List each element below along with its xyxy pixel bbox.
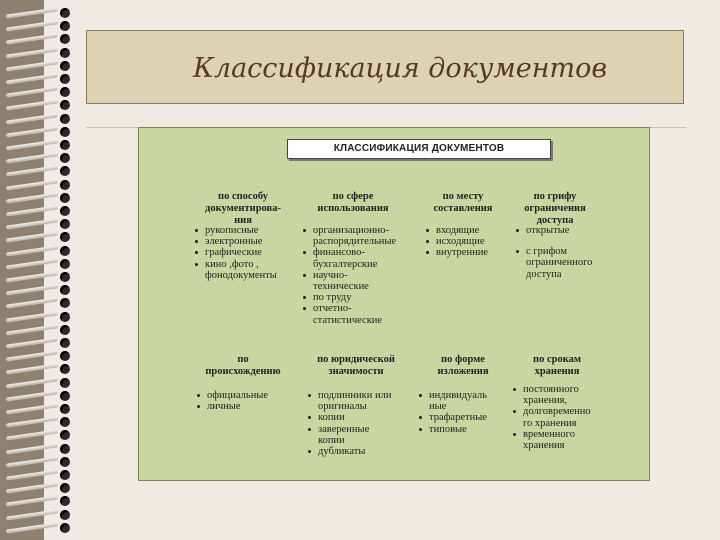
heading-line: по юридической	[317, 354, 395, 365]
ring-hole	[60, 510, 70, 520]
ring-wire	[6, 192, 58, 203]
binding-ring	[6, 430, 72, 440]
binding-ring	[6, 61, 72, 71]
ring-hole	[60, 153, 70, 163]
ring-hole	[60, 8, 70, 18]
ring-wire	[6, 364, 58, 375]
ring-wire	[6, 205, 58, 216]
binding-ring	[6, 496, 72, 506]
ring-hole	[60, 140, 70, 150]
column-heading	[193, 191, 293, 227]
ring-hole	[60, 114, 70, 124]
binding-ring	[6, 391, 72, 401]
ring-hole	[60, 417, 70, 427]
ring-wire	[6, 509, 58, 520]
heading-line: доступа	[536, 215, 574, 226]
ring-hole	[60, 180, 70, 190]
list-item: постоянного	[511, 384, 611, 395]
binding-rings	[0, 8, 94, 538]
binding-ring	[6, 510, 72, 520]
heading-line: по срокам	[533, 354, 581, 365]
ring-wire	[6, 483, 58, 494]
ring-hole	[60, 483, 70, 493]
binding-ring	[6, 21, 72, 31]
list-item: отчетно-	[301, 303, 411, 314]
binding-ring	[6, 100, 72, 110]
ring-wire	[6, 153, 58, 164]
ring-wire	[6, 232, 58, 243]
item-list	[301, 225, 411, 326]
ring-wire	[6, 34, 58, 45]
binding-ring	[6, 351, 72, 361]
item-list	[417, 390, 507, 435]
binding-ring	[6, 153, 72, 163]
ring-wire	[6, 73, 58, 84]
ring-hole	[60, 272, 70, 282]
ring-wire	[6, 285, 58, 296]
ring-hole	[60, 219, 70, 229]
binding-ring	[6, 74, 72, 84]
list-item: дубликаты	[306, 446, 416, 457]
ring-wire	[6, 60, 58, 71]
list-item: с грифом	[514, 246, 614, 257]
binding-ring	[6, 378, 72, 388]
ring-hole	[60, 430, 70, 440]
ring-wire	[6, 271, 58, 282]
binding-ring	[6, 272, 72, 282]
ring-wire	[6, 100, 58, 111]
ring-wire	[6, 47, 58, 58]
column-heading	[507, 191, 603, 227]
list-item: бухгалтерские	[313, 258, 378, 270]
list-item: хранения	[523, 440, 565, 452]
ring-wire	[6, 311, 58, 322]
list-item: заверенные	[306, 424, 416, 435]
list-item: копии	[306, 412, 416, 423]
binding-ring	[6, 166, 72, 176]
ring-hole	[60, 48, 70, 58]
binding-ring	[6, 483, 72, 493]
list-item: подлинники или	[306, 390, 416, 401]
ring-wire	[6, 298, 58, 309]
binding-ring	[6, 87, 72, 97]
ring-hole	[60, 127, 70, 137]
ring-hole	[60, 259, 70, 269]
ring-hole	[60, 246, 70, 256]
heading-line: ограничения	[524, 203, 586, 214]
binding-ring	[6, 457, 72, 467]
ring-hole	[60, 364, 70, 374]
list-item: доступа	[526, 268, 562, 280]
heading-line: по месту	[442, 191, 484, 202]
binding-ring	[6, 404, 72, 414]
ring-hole	[60, 351, 70, 361]
ring-wire	[6, 403, 58, 414]
binding-ring	[6, 417, 72, 427]
heading-line: значимости	[328, 366, 384, 377]
ring-wire	[6, 324, 58, 335]
list-item: организационно-	[301, 225, 411, 236]
ring-hole	[60, 470, 70, 480]
list-item: трафаретные	[417, 412, 507, 423]
binding-ring	[6, 114, 72, 124]
heading-line: использования	[317, 203, 389, 214]
binding-ring	[6, 444, 72, 454]
list-item: финансово-	[301, 247, 411, 258]
binding-ring	[6, 259, 72, 269]
list-item: внутренние	[424, 247, 514, 258]
list-item: кино ,фото ,	[193, 259, 298, 270]
ring-hole	[60, 100, 70, 110]
binding-ring	[6, 246, 72, 256]
heading-line: по сфере	[332, 191, 374, 202]
ring-hole	[60, 74, 70, 84]
ring-hole	[60, 312, 70, 322]
diagram-header: КЛАССИФИКАЦИЯ ДОКУМЕНТОВ	[287, 139, 551, 159]
ring-hole	[60, 87, 70, 97]
classification-diagram	[138, 127, 650, 481]
item-list	[195, 390, 295, 412]
binding-ring	[6, 523, 72, 533]
ring-hole	[60, 457, 70, 467]
ring-wire	[6, 113, 58, 124]
list-item: рукописные	[193, 225, 298, 236]
list-item: по труду	[301, 292, 411, 303]
binding-ring	[6, 325, 72, 335]
ring-hole	[60, 206, 70, 216]
binding-ring	[6, 219, 72, 229]
list-item: ограниченного	[526, 257, 593, 269]
ring-wire	[6, 219, 58, 230]
ring-wire	[6, 337, 58, 348]
slide-title: Классификация документов	[193, 53, 608, 84]
item-list	[424, 225, 514, 259]
ring-wire	[6, 179, 58, 190]
heading-line: хранения	[534, 366, 580, 377]
ring-wire	[6, 166, 58, 177]
column-heading	[509, 354, 605, 378]
ring-wire	[6, 139, 58, 150]
heading-line: по форме	[441, 354, 485, 365]
ring-hole	[60, 404, 70, 414]
item-list	[306, 390, 416, 457]
heading-line: изложения	[437, 366, 489, 377]
heading-line: по способу	[218, 191, 268, 202]
column-heading	[303, 191, 403, 215]
ring-hole	[60, 21, 70, 31]
ring-hole	[60, 496, 70, 506]
ring-wire	[6, 377, 58, 388]
item-list	[514, 225, 614, 280]
spiral-binding	[0, 0, 94, 540]
list-item: технические	[313, 281, 369, 293]
binding-ring	[6, 338, 72, 348]
ring-wire	[6, 469, 58, 480]
ring-hole	[60, 325, 70, 335]
list-item: научно-	[301, 270, 411, 281]
list-item: входящие	[424, 225, 514, 236]
binding-ring	[6, 193, 72, 203]
ring-hole	[60, 523, 70, 533]
binding-ring	[6, 285, 72, 295]
ring-wire	[6, 351, 58, 362]
list-item: электронные	[193, 236, 298, 247]
list-item: статистические	[313, 314, 383, 326]
ring-hole	[60, 285, 70, 295]
ring-hole	[60, 34, 70, 44]
ring-hole	[60, 193, 70, 203]
list-item: копии	[318, 434, 345, 446]
ring-wire	[6, 522, 58, 533]
ring-wire	[6, 443, 58, 454]
title-box	[86, 30, 684, 104]
list-item: открытые	[514, 225, 614, 236]
item-list	[193, 225, 298, 281]
ring-wire	[6, 126, 58, 137]
ring-hole	[60, 391, 70, 401]
heading-line: составления	[433, 203, 493, 214]
ring-wire	[6, 258, 58, 269]
ring-wire	[6, 7, 58, 18]
binding-ring	[6, 140, 72, 150]
list-item: ные	[429, 401, 447, 413]
ring-wire	[6, 430, 58, 441]
heading-line: происхождению	[205, 366, 281, 377]
list-item: фонодокументы	[205, 269, 277, 281]
ring-wire	[6, 245, 58, 256]
ring-hole	[60, 61, 70, 71]
list-item: личные	[195, 401, 295, 412]
ring-hole	[60, 166, 70, 176]
list-item: индивидуаль	[417, 390, 507, 401]
ring-hole	[60, 444, 70, 454]
ring-hole	[60, 298, 70, 308]
list-item: временного	[511, 429, 611, 440]
ring-hole	[60, 378, 70, 388]
binding-ring	[6, 232, 72, 242]
binding-ring	[6, 312, 72, 322]
column-heading	[301, 354, 411, 378]
binding-ring	[6, 364, 72, 374]
heading-line: ния	[234, 215, 252, 226]
list-item: распорядительные	[313, 236, 397, 248]
ring-wire	[6, 456, 58, 467]
binding-ring	[6, 8, 72, 18]
list-item: долговременно	[511, 406, 611, 417]
ring-hole	[60, 338, 70, 348]
list-item: исходящие	[424, 236, 514, 247]
ring-wire	[6, 390, 58, 401]
heading-line: по грифу	[533, 191, 577, 202]
binding-ring	[6, 298, 72, 308]
column-heading	[415, 191, 511, 215]
binding-ring	[6, 48, 72, 58]
list-item: хранения,	[523, 395, 568, 407]
list-item: типовые	[417, 424, 507, 435]
binding-ring	[6, 34, 72, 44]
ring-wire	[6, 496, 58, 507]
column-heading	[193, 354, 293, 378]
item-list	[511, 384, 611, 451]
column-heading	[415, 354, 511, 378]
binding-ring	[6, 206, 72, 216]
binding-ring	[6, 127, 72, 137]
list-item: оригиналы	[318, 401, 367, 413]
ring-wire	[6, 87, 58, 98]
list-item: го хранения	[523, 417, 577, 429]
ring-hole	[60, 232, 70, 242]
list-item: графические	[193, 247, 298, 258]
heading-line: по	[237, 354, 249, 365]
heading-line: документирова-	[205, 203, 281, 214]
list-item: официальные	[195, 390, 295, 401]
binding-ring	[6, 180, 72, 190]
ring-wire	[6, 417, 58, 428]
ring-wire	[6, 21, 58, 32]
binding-ring	[6, 470, 72, 480]
